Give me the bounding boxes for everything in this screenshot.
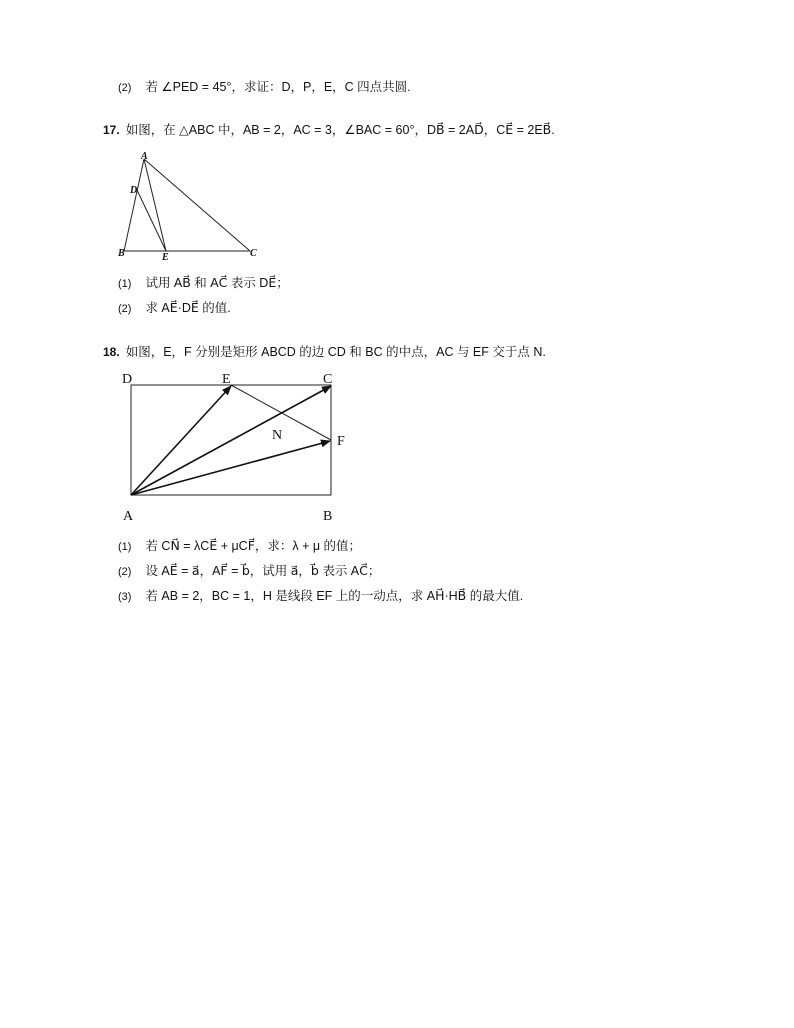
- question-text: 如图，在 △ABC 中，AB = 2，AC = 3，∠BAC = 60°，DB⃗ = 2AD⃗，CE⃗ = 2EB⃗.: [125, 123, 555, 137]
- label-A: A: [123, 509, 134, 524]
- q17-stem: [103, 122, 555, 138]
- q17-triangle-figure: [110, 147, 270, 265]
- label-C: C: [250, 248, 257, 259]
- part-number: (3): [118, 591, 132, 603]
- part-text: 若 AB = 2，BC = 1，H 是线段 EF 上的一动点，求 AH⃗·HB⃗ 的最大值.: [145, 589, 524, 603]
- q18-part3: [118, 588, 523, 605]
- part-text: 试用 AB⃗ 和 AC⃗ 表示 DE⃗；: [145, 276, 289, 290]
- vector-AC: [131, 386, 331, 495]
- part-number: (2): [118, 303, 132, 315]
- label-B: B: [118, 248, 125, 259]
- part-text: 若 ∠PED = 45°，求证：D，P，E，C 四点共圆.: [145, 80, 411, 94]
- q18-rectangle-figure: [110, 365, 360, 530]
- question-text: 如图，E，F 分别是矩形 ABCD 的边 CD 和 BC 的中点，AC 与 EF 交于点 N.: [125, 345, 546, 359]
- label-A: A: [141, 151, 148, 162]
- label-E: E: [222, 372, 231, 387]
- label-D: D: [130, 185, 138, 196]
- part-number: (2): [118, 566, 132, 578]
- part-number: (2): [118, 82, 132, 94]
- label-B: B: [323, 509, 333, 524]
- label-D: D: [122, 372, 133, 387]
- q17-part2: [118, 300, 231, 317]
- label-F: F: [337, 434, 345, 449]
- part-number: (1): [118, 278, 132, 290]
- q18-stem: [103, 344, 546, 360]
- q17-part1: [118, 275, 289, 292]
- part-text: 若 CN⃗ = λCE⃗ + μCF⃗，求：λ + μ 的值；: [145, 539, 362, 553]
- q18-part2: [118, 563, 380, 580]
- label-C: C: [323, 372, 333, 387]
- q16-part2: [118, 79, 411, 96]
- segment-AB: [124, 159, 144, 251]
- part-text: 设 AE⃗ = a⃗，AF⃗ = b⃗，试用 a⃗，b⃗ 表示 AC⃗；: [145, 564, 381, 578]
- label-E: E: [162, 252, 169, 263]
- question-number: 17.: [103, 123, 120, 137]
- segment-DE: [137, 190, 166, 251]
- vector-AF: [131, 441, 330, 495]
- label-N: N: [272, 428, 283, 443]
- part-number: (1): [118, 541, 132, 553]
- vector-AE: [131, 386, 231, 495]
- segment-AE: [144, 159, 166, 251]
- question-number: 18.: [103, 345, 120, 359]
- q18-part1: [118, 538, 361, 555]
- part-text: 求 AE⃗·DE⃗ 的值.: [145, 301, 231, 315]
